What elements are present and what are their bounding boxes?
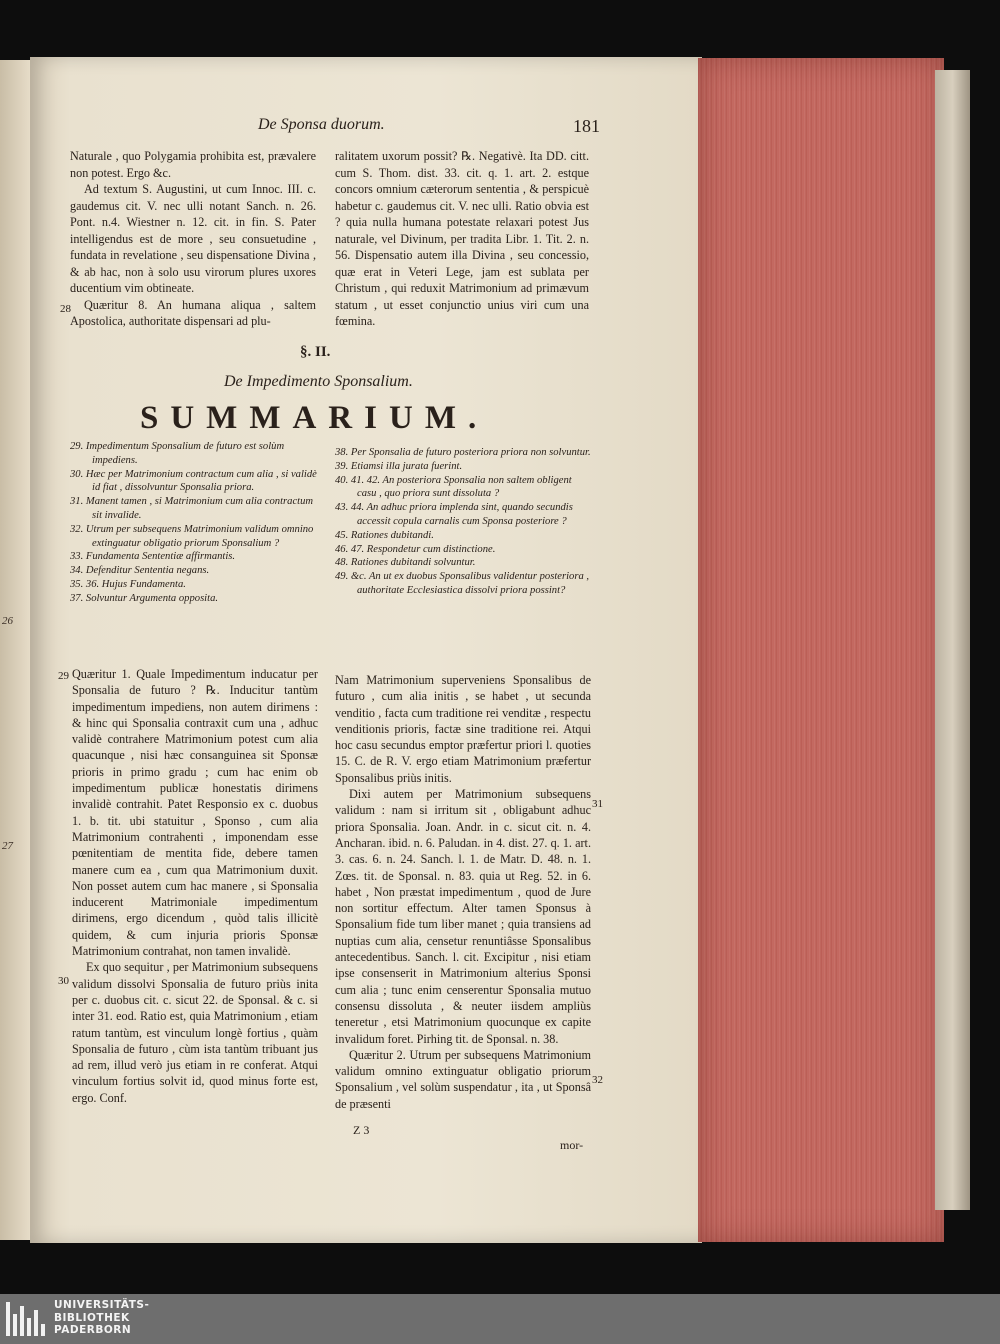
paragraph: Nam Matrimonium superveniens Sponsalibus de futuro , cum alia initis , se habet , ut secunda venditio , facta cum traditione rei venditæ , respectu venditionis prioris, factæ sine traditione rei. Atqui hoc casu secundus emptor præfertur priori l. quoties 15. C. de R. V. ergo etiam Matrimonium præfertur Sponsalibus priùs initis. xyxy=(335,673,591,785)
running-header xyxy=(230,116,600,140)
left-column-bottom xyxy=(72,666,318,1106)
summary-item: 31. Manent tamen , si Matrimonium cum alia contractum sit invalide. xyxy=(70,496,314,521)
margin-number: 28 xyxy=(60,303,71,315)
left-column-top xyxy=(70,148,316,330)
margin-number: 30 xyxy=(58,975,69,987)
library-name xyxy=(54,1299,149,1337)
summary-item: 40. 41. 42. An posteriora Sponsalia non saltem obligent casu , quo priora sunt dissoluta ? xyxy=(335,474,572,500)
summary-item: 43. 44. An adhuc priora implenda sint, quando secundis accessit copula carnalis cum Sponsa posteriore ? xyxy=(335,502,573,527)
margin-number: 31 xyxy=(592,798,603,810)
summary-item: 49. &c. An ut ex duobus Sponsalibus validentur posteriora , authoritate Ecclesiastica dissolvi priora possint? xyxy=(335,571,590,596)
summary-item: 39. Etiamsi illa jurata fuerint. xyxy=(335,460,463,472)
library-name-line: PADERBORN xyxy=(54,1324,132,1336)
summary-item: 38. Per Sponsalia de futuro posteriora priora non solvuntur. xyxy=(335,447,591,458)
summary-item: 34. Defenditur Sententia negans. xyxy=(70,565,210,577)
summary-item: 48. Rationes dubitandi solvuntur. xyxy=(335,557,476,569)
paragraph: Dixi autem per Matrimonium subsequens validum : nam si irritum sit , obligabunt adhuc priora Sponsalia. Joan. Andr. in c. sicut cit. n. 4. Ancharan. ibid. n. 6. Paludan. in 4. dist. 27. q. 1. art. 3. cas. 6. n. 24. Sanch. l. 1. de Matr. D. 48. n. 1. Zœs. tit. de Sponsal. n. 83. quia ut Reg. 52. in 6. habet , Non præstat impedimentum , quod de Jure non sortitur effectum. Alter tamen Sponsus à Sponsalium fide tum liber manet ; quia transiens ad nuptias cum alia, censetur renuntiâsse Sponsalibus antecedentibus. Sanch. l. cit. Excipitur , nisi etiam ipse consenserit in Matrimonium alterius Sponsi cum alia ; tunc enim censerentur Sponsalia mutuo consensu dissoluta , & neuter iisdem ampliùs teneretur , etsi Matrimonium quocunque ex capite invalidum foret. Pirhing tit. de Sponsal. n. 38. xyxy=(335,787,591,1046)
summary-item: 37. Solvuntur Argumenta opposita. xyxy=(70,592,219,604)
summary-item: 46. 47. Respondetur cum distinctione. xyxy=(335,543,496,555)
margin-number: 29 xyxy=(58,670,69,682)
summary-item: 35. 36. Hujus Fundamenta. xyxy=(70,578,186,590)
summary-item: 30. Hæc per Matrimonium contractum cum alia , si validè id fiat , dissolvuntur Sponsalia priora. xyxy=(70,468,317,494)
margin-number: 32 xyxy=(592,1074,603,1086)
signature-mark: Z 3 xyxy=(353,1123,370,1137)
right-column-bottom xyxy=(335,672,591,1112)
library-name-line: BIBLIOTHEK xyxy=(54,1311,130,1324)
summary-item: 45. Rationes dubitandi. xyxy=(335,529,434,541)
facing-page-margin-number: 27 xyxy=(2,840,13,852)
section-number: §. II. xyxy=(300,344,331,360)
summary-item: 32. Utrum per subsequens Matrimonium validum omnino extinguatur obligatio priorum Sponsalium ? xyxy=(70,523,314,549)
page-number: 181 xyxy=(573,116,600,136)
book-cover-edge xyxy=(935,70,970,1210)
page-block-red-edge xyxy=(698,58,944,1242)
summary-left-list xyxy=(70,440,318,606)
right-column-top xyxy=(335,148,589,330)
paragraph: Naturale , quo Polygamia prohibita est, prævalere non potest. Ergo &c. xyxy=(70,149,316,180)
facing-page-edge xyxy=(0,60,31,1240)
paragraph: Ex quo sequitur , per Matrimonium subsequens validum dissolvi Sponsalia de futuro priùs inita per c. duobus cit. c. sicut 22. de Sponsal. & c. si inter 31. eod. Ratio est, quia Matrimonium , etiam ratum tantùm, est vinculum longè fortius , quàm Sponsalia de futuro , cùm ista tantùm tribuant jus ad rem, illud verò jus etiam in re conferat. Atqui vinculum fortius solvit id, quod minus forte est, ergo. Conf. xyxy=(72,960,318,1105)
paragraph: Quæritur 2. Utrum per subsequens Matrimonium validum omnino extinguatur obligatio priorum Sponsalium , vel solùm suspendatur , ita , ut Sponsâ de præsenti xyxy=(335,1047,591,1111)
summary-item: 29. Impedimentum Sponsalium de futuro est solùm impediens. xyxy=(70,441,285,466)
summary-item: 33. Fundamenta Sententiæ affirmantis. xyxy=(70,551,236,563)
running-title: De Sponsa duorum. xyxy=(258,116,385,133)
paragraph: Ad textum S. Augustini, ut cum Innoc. III. c. gaudemus cit. V. nec ulli notant Sanch. n. 26. Pont. n.4. Wiestner n. 12. cit. in fin. S. Pater intelligendus est de more , seu consuetudine , fundata in revelatione , seu dispensatione Divina , & ab hac, non à solo usu virorum plures uxores ducentium vim obtineate. xyxy=(70,182,316,295)
facing-page-margin-number: 26 xyxy=(2,615,13,627)
section-title: De Impedimento Sponsalium. xyxy=(224,373,413,390)
paragraph: Quæritur 1. Quale Impedimentum inducatur per Sponsalia de futuro ? ℞. Inducitur tantùm impedimentum impediens, non autem dirimens : & hinc qui Sponsalia contraxit cum una , adhuc validè contrahere Matrimonium potest cum alia quacunque , nisi hæc consanguinea sit Sponsæ prioris in primo gradu ; cum hac enim ob impedimentum publicæ honestatis dirimens invalidè contrahit. Patet Responsio ex c. duobus 1. b. tit. ubi statuitur , Sponso , cum alia Matrimonium contrahenti , imponendam esse pœnitentiam de mentita fide, debere tamen manere cum ea , cum qua Matrimonium duxit. Non posset autem cum hac manere , si Sponsalia inducerent Matrimoniale impedimentum dirimens, ergo dicendum , quòd talis illicitè quidem, & cum injuria prioris Sponsæ Matrimonium contrahat, non tamen invalidè. xyxy=(72,667,318,959)
paragraph: ralitatem uxorum possit? ℞. Negativè. Ita DD. citt. cum S. Thom. dist. 33. cit. q. 1. art. 2. estque concors omnium cæterorum sententia , & perspicuè habetur c. gaudemus cit. V. nec ulli. Ratio obvia est ? quia nulla humana potestate relaxari potest Jus naturale, vel Divinum, per tradita Libr. 1. Tit. 2. n. 56. Dispensatio autem illa Divina , seu concessio, quæ erat in Veteri Lege, jam est sublata per Christum , qui reduxit Matrimonium ad primævum statum , ut esset conjunctio unius viri cum una fœmina. xyxy=(335,149,589,328)
paragraph: Quæritur 8. An humana aliqua , saltem Apostolica, authoritate dispensari ad plu- xyxy=(70,297,316,328)
library-logo-icon xyxy=(6,1300,46,1336)
library-name-line: UNIVERSITÄTS- xyxy=(54,1299,150,1311)
library-footer-bar xyxy=(0,1294,1000,1344)
summary-right-list xyxy=(335,446,591,598)
catchword: mor- xyxy=(560,1138,584,1152)
summarium-heading: SUMMARIUM. xyxy=(140,400,489,436)
